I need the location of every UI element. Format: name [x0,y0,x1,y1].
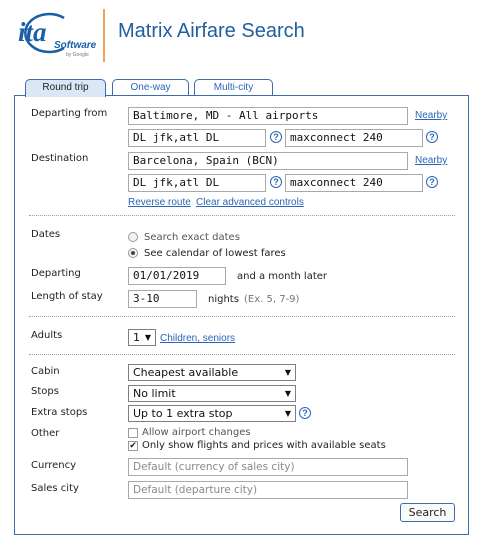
stops-select[interactable] [128,385,296,402]
chevron-down-icon: ▼ [284,409,291,418]
adults-select-value: 1 [133,331,140,344]
currency-input[interactable]: Default (currency of sales city) [128,458,408,476]
only-available-seats-label[interactable]: Only show flights and prices with available seats [142,440,386,451]
search-exact-dates-label[interactable]: Search exact dates [144,232,240,243]
logo-subtitle: Software [54,40,97,51]
ita-software-logo[interactable] [14,10,97,62]
reverse-route-link[interactable]: Reverse route [128,197,191,208]
length-of-stay-hint: (Ex. 5, 7-9) [244,294,300,305]
calendar-lowest-fares-radio[interactable] [128,248,138,258]
chevron-down-icon: ▼ [284,368,291,377]
destination-input[interactable]: Barcelona, Spain (BCN) [128,152,408,170]
calendar-lowest-fares-label[interactable]: See calendar of lowest fares [144,248,286,259]
departing-from-label: Departing from [31,108,108,119]
page-title: Matrix Airfare Search [118,20,305,42]
cabin-select[interactable] [128,364,296,381]
destination-extension-input[interactable]: maxconnect 240 [285,174,423,192]
svg-text:ita: ita [18,17,47,47]
length-of-stay-label: Length of stay [31,291,103,302]
destination-routing-help-icon[interactable]: ? [270,176,282,188]
only-available-seats-checkbox[interactable]: ✔ [129,441,137,451]
allow-airport-changes-label[interactable]: Allow airport changes [142,427,251,438]
departing-nearby-link[interactable]: Nearby [415,110,448,121]
chevron-down-icon: ▼ [144,333,151,342]
destination-extension-help-icon[interactable]: ? [426,176,438,188]
departing-date-input[interactable]: 01/01/2019 [128,267,226,285]
departing-extension-input[interactable]: maxconnect 240 [285,129,423,147]
tab-multi-city[interactable]: Multi-city [194,79,273,96]
departing-from-input[interactable]: Baltimore, MD - All airports [128,107,408,125]
tab-round-trip[interactable]: Round trip [25,79,106,97]
departing-routing-input[interactable]: DL jfk,atl DL [128,129,266,147]
sales-city-input[interactable]: Default (departure city) [128,481,408,499]
cabin-label: Cabin [31,366,60,377]
adults-select[interactable] [128,329,156,346]
search-form-panel [14,95,469,535]
adults-label: Adults [31,330,63,341]
section-divider [29,316,455,317]
children-seniors-link[interactable]: Children, seniors [160,333,236,344]
extra-stops-label: Extra stops [31,407,88,418]
allow-airport-changes-checkbox[interactable] [128,428,138,438]
sales-city-label: Sales city [31,483,79,494]
tab-one-way[interactable]: One-way [112,79,189,96]
currency-label: Currency [31,460,77,471]
extra-stops-select-value: Up to 1 extra stop [133,407,233,420]
destination-label: Destination [31,153,89,164]
departing-date-suffix: and a month later [237,271,328,282]
cabin-select-value: Cheapest available [133,366,239,379]
departing-extension-help-icon[interactable]: ? [426,131,438,143]
search-button[interactable]: Search [400,503,455,522]
length-of-stay-unit: nights [208,294,239,305]
clear-advanced-controls-link[interactable]: Clear advanced controls [196,197,304,208]
chevron-down-icon: ▼ [284,389,291,398]
destination-routing-input[interactable]: DL jfk,atl DL [128,174,266,192]
dates-label: Dates [31,229,61,240]
departing-date-label: Departing [31,268,81,279]
departing-routing-help-icon[interactable]: ? [270,131,282,143]
section-divider [29,354,455,355]
other-label: Other [31,428,60,439]
header-divider [103,9,105,62]
header [0,0,481,75]
search-exact-dates-radio[interactable] [128,232,138,242]
logo-byline: by Google [66,52,89,58]
stops-select-value: No limit [133,387,176,400]
destination-nearby-link[interactable]: Nearby [415,155,448,166]
section-divider [29,215,455,216]
extra-stops-help-icon[interactable]: ? [299,407,311,419]
extra-stops-select[interactable] [128,405,296,422]
stops-label: Stops [31,386,59,397]
length-of-stay-input[interactable]: 3-10 [128,290,197,308]
